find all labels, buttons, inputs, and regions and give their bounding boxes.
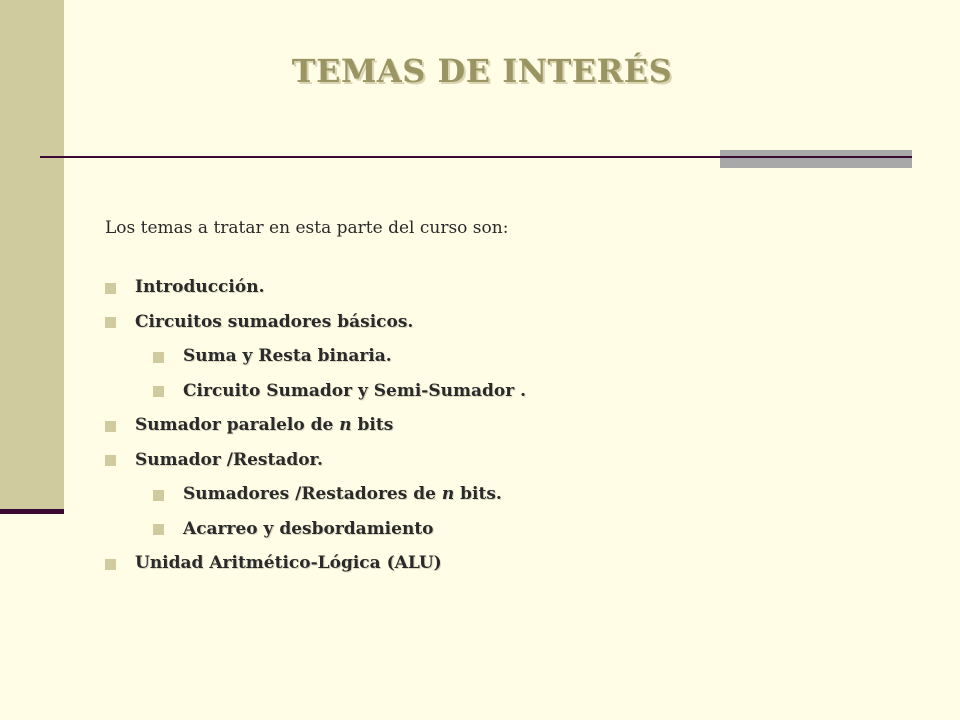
left-bar-accent-line <box>0 509 64 514</box>
list-item <box>105 305 526 340</box>
title-divider-block-line <box>720 156 912 158</box>
list-item <box>105 512 526 547</box>
title-divider-block <box>720 150 912 168</box>
list-item-text-before: Sumador paralelo de <box>135 415 340 436</box>
square-bullet-icon <box>153 524 164 535</box>
left-decorative-bar <box>0 0 64 512</box>
list-item-text: Sumador /Restador. <box>135 449 323 470</box>
list-item-text <box>135 415 393 435</box>
square-bullet-icon <box>105 455 116 466</box>
list-item-text-before: Sumadores /Restadores de <box>183 484 442 505</box>
intro-text: Los temas a tratar en esta parte del curso son: <box>105 218 509 238</box>
list-item-text: Suma y Resta binaria. <box>183 346 392 367</box>
list-item-text-after: bits. <box>454 484 502 505</box>
list-item-text: Circuitos sumadores básicos. <box>135 311 414 332</box>
list-item <box>105 546 526 581</box>
square-bullet-icon <box>105 421 116 432</box>
square-bullet-icon <box>153 352 164 363</box>
list-item-text-italic: n <box>441 484 455 505</box>
list-item-text <box>183 484 502 504</box>
list-item-text: Acarreo y desbordamiento <box>183 518 434 539</box>
list-item <box>105 270 526 305</box>
slide-title: TEMAS DE INTERÉS <box>291 52 673 90</box>
list-item-text: Unidad Aritmético-Lógica (ALU) <box>135 553 442 574</box>
square-bullet-icon <box>105 283 116 294</box>
list-item <box>105 374 526 409</box>
list-item <box>105 477 526 512</box>
square-bullet-icon <box>153 490 164 501</box>
list-item-text: Circuito Sumador y Semi-Sumador . <box>183 380 527 401</box>
list-item <box>105 408 526 443</box>
list-item <box>105 339 526 374</box>
square-bullet-icon <box>105 559 116 570</box>
topic-list <box>105 270 526 581</box>
square-bullet-icon <box>153 386 164 397</box>
list-item-text-after: bits <box>351 415 394 436</box>
list-item-text: Introducción. <box>135 277 265 298</box>
square-bullet-icon <box>105 317 116 328</box>
list-item <box>105 443 526 478</box>
list-item-text-italic: n <box>339 415 352 436</box>
